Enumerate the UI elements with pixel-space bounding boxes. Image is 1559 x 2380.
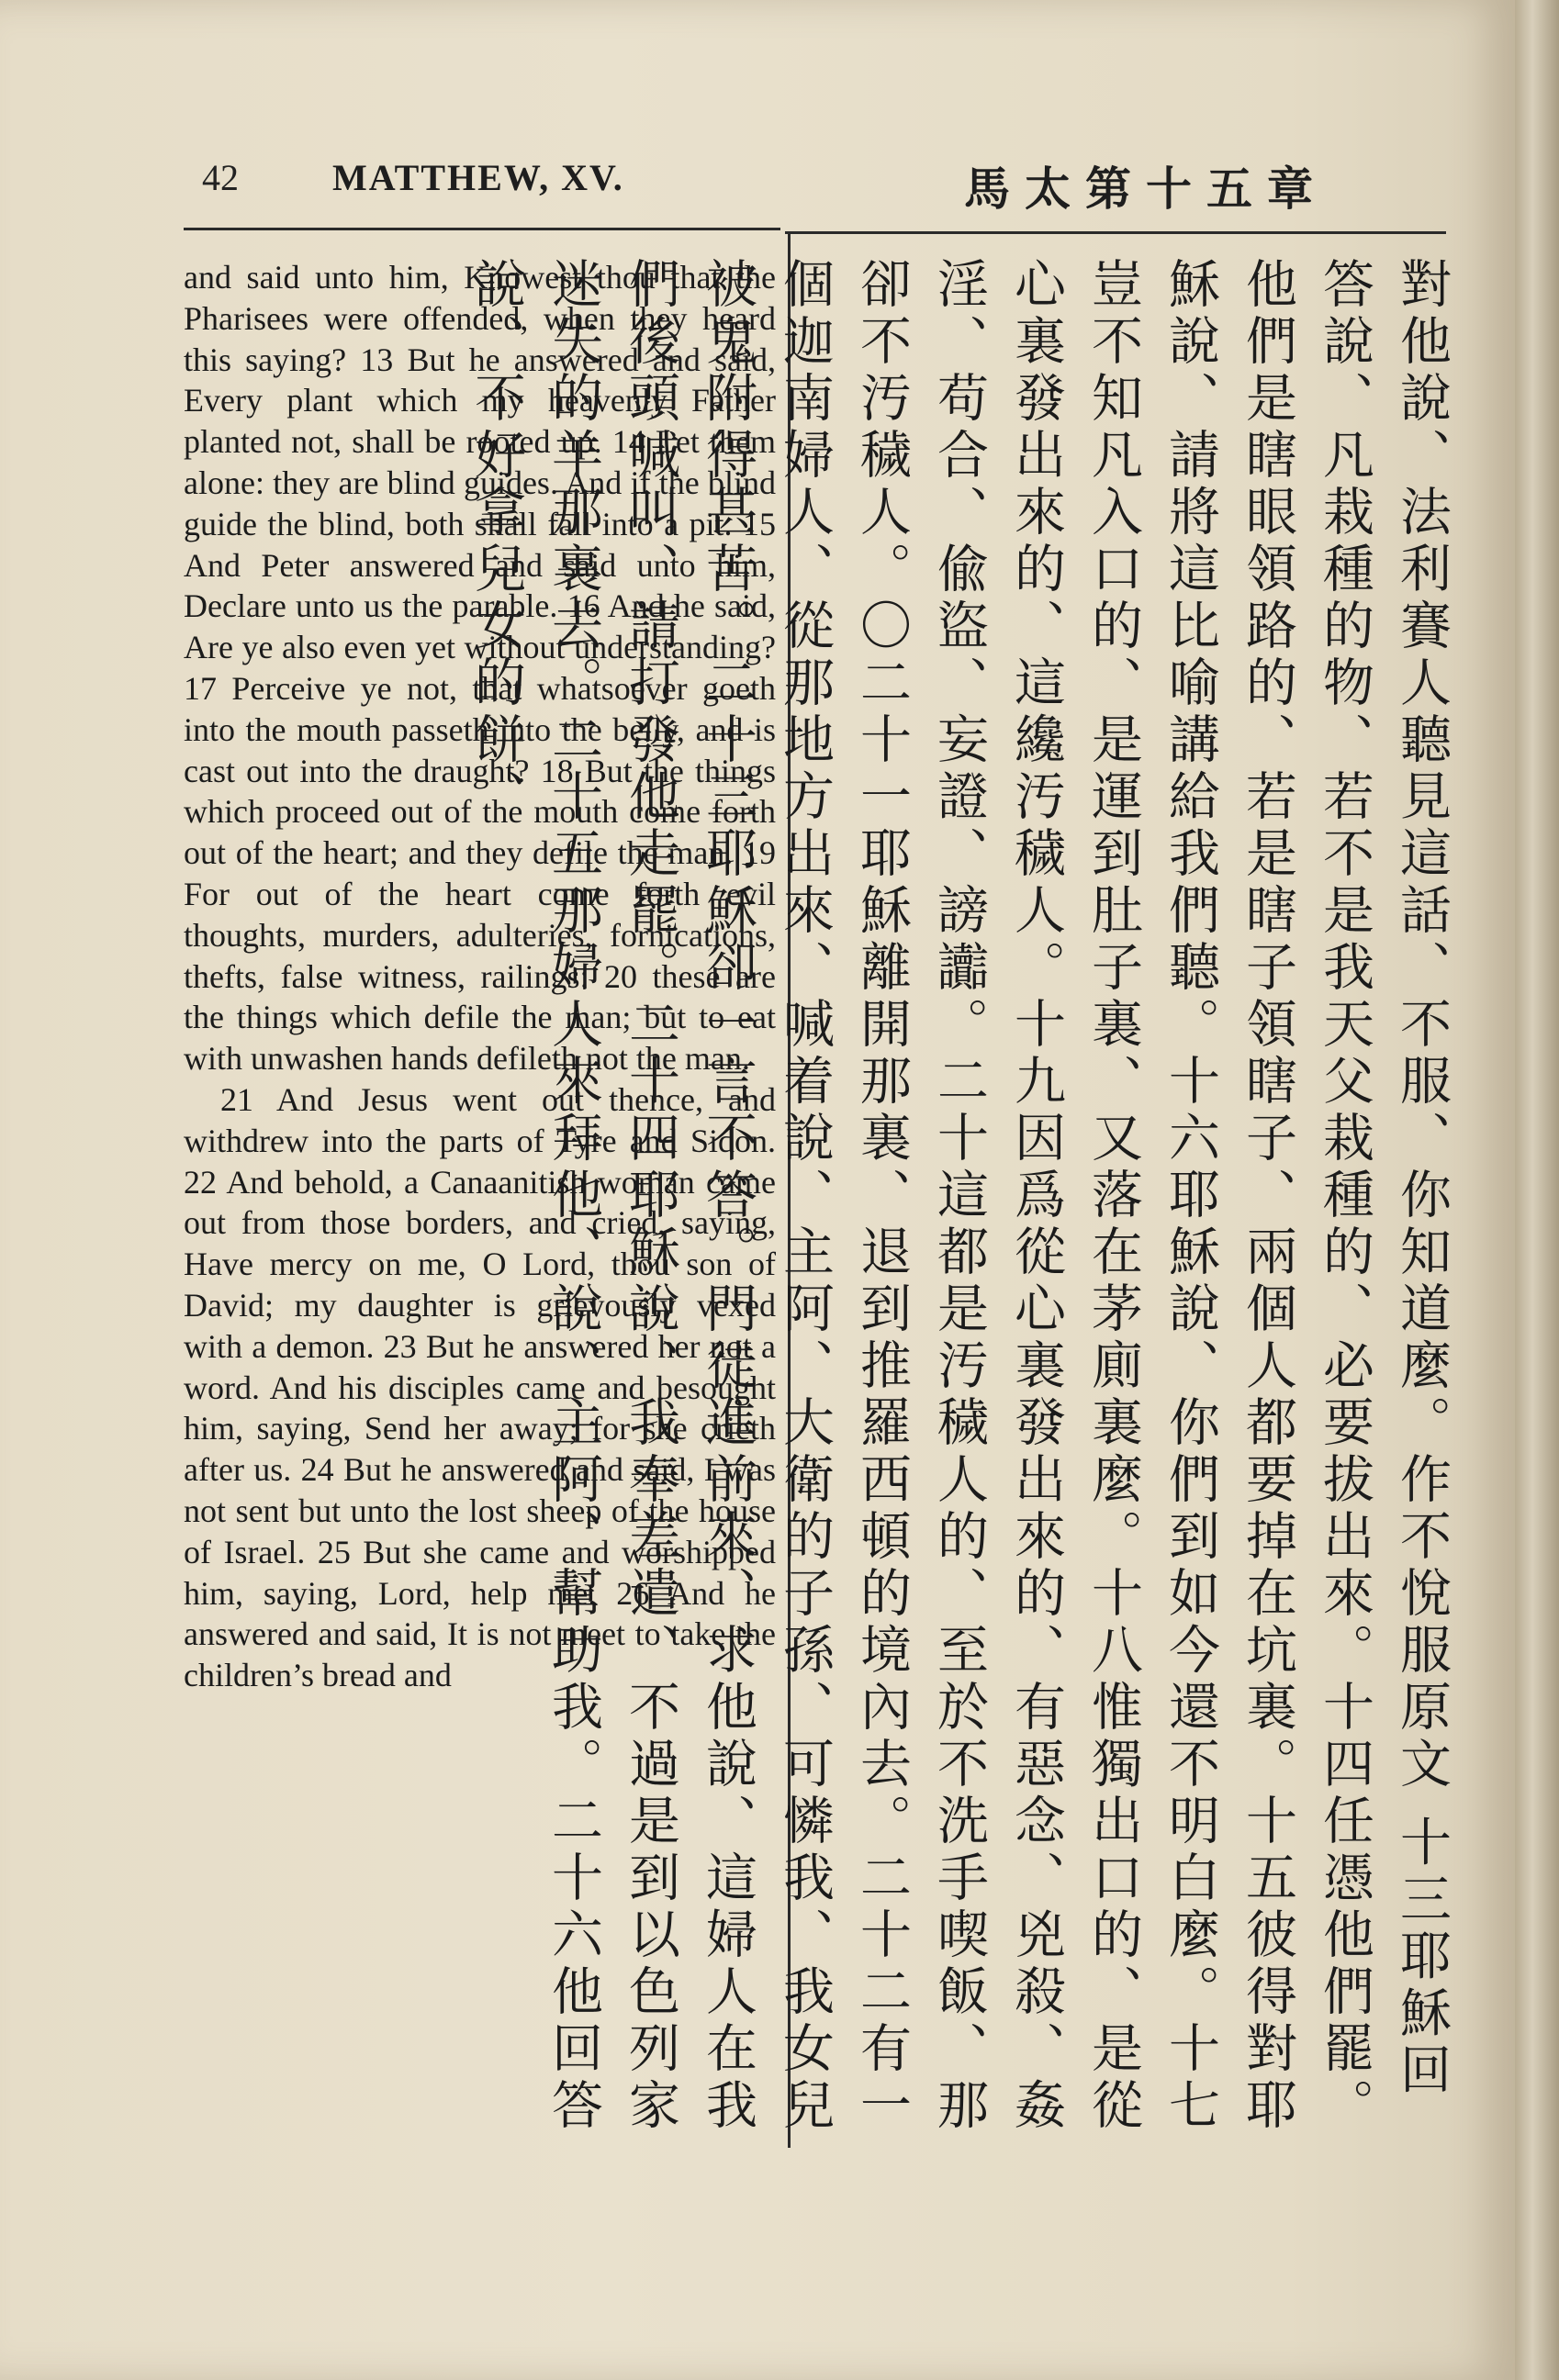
header-rule-right — [785, 231, 1446, 234]
page-number: 42 — [202, 157, 239, 198]
chinese-text: 對他說、法利賽人聽見這話、不服、你知道麼。作不悅服原文 十三耶穌回答說、凡栽種的物、若不是我天父栽種的、必要拔出來。十四任憑他們罷。他們是瞎眼領路的、若是瞎子領瞎子、兩個人都要掉在坑裏。十五彼得對耶穌說、請將這比喻講給我們聽。十六耶穌說、你們到如今還不明白麼。十七豈不知凡入口的、是運到肚子裏、又落在茅廁裏麼。十八惟獨出口的、是從心裏發出來的、這纔汚穢人。十九因爲從心裏發出來的、有惡念、兇殺、姦淫、苟合、偸盜、妄證、謗讟。二十這都是汚穢人的、至於不洗手喫飯、那卻不汚穢人。〇二十一耶穌離開那裏、退到推羅西頓的境內去。二十二有一個迦南婦人、從那地方出來、喊着說、主阿、大衛的子孫、可憐我、我女兒被鬼附得甚苦。二十三耶穌卻一言不答。門徒進前來、求他說、這婦人在我們後頭喊叫、請打發他走罷。二十四耶穌說、我奉差遣、不過是到以色列家迷失的羊那裏去。二十五那婦人來拜他、說、主阿、幫助我。二十六他回答說、不好拿兒女的餅、 — [466, 257, 1452, 2135]
english-paragraph-2: 21 And Jesus went out thence, and withdrew into the parts of Tyre and Sidon. 22 And behold, a Canaanitish woman came out from those borders, and cried, saying, Have mercy on me, O Lord, thou son of David; my daughter is grievously vexed with a demon. 23 But he answered her not a word. And his disciples came and besought him, saying, Send her away; for she crieth after us. 24 But he answered and said, I was not sent but unto the lost sheep of the house of Israel. 25 But she came and worshipped him, saying, Lord, help me. 26 And he answered and said, It is not meet to take the children’s bread and — [184, 1080, 776, 1694]
chinese-chapter-title: 馬太第十五章 — [964, 162, 1328, 216]
page-edge — [1515, 0, 1559, 2380]
english-paragraph-1: and said unto him, Knowest thou that the Pharisees were offended, when they heard this saying? 13 But he answered and said, Every plant which my heavenly Father planted not, shall be rooted up. 14 Let them alone: they are blind guides. And if the blind guide the blind, both shall fall into a pit. 15 And Peter answered and said unto him, Declare unto us the parable. 16 And he said, Are ye also even yet without understanding? 17 Perceive ye not, that whatsoever goeth into the mouth passeth into the belly, and is cast out into the draught? 18 But the things which proceed out of the mouth come forth out of the heart; and they defile the man. 19 For out of the heart come forth evil thoughts, murders, adulteries, fornications, thefts, false witness, railings: 20 these are the things which defile the man; but to eat with unwashen hands defileth not the man. — [184, 259, 776, 1078]
page-header — [184, 156, 1469, 229]
running-title: MATTHEW, XV. — [332, 157, 624, 198]
header-rule-left — [184, 228, 780, 230]
